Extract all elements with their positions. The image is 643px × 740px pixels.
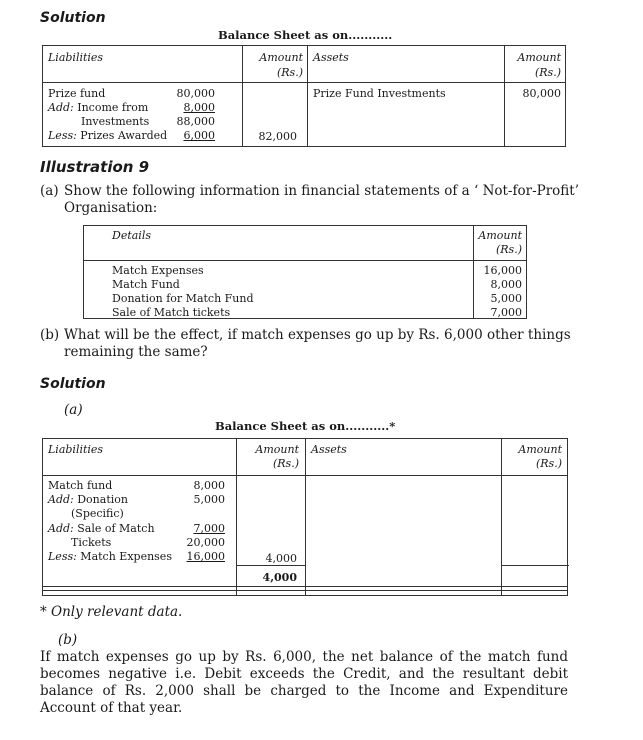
header-details: Details (112, 229, 151, 242)
row-label: Donation for Match Fund (112, 292, 254, 305)
row-value: 8,000 (193, 479, 225, 492)
row-value: 8,000 (183, 101, 215, 114)
row-value: 16,000 (483, 264, 522, 277)
row-value: 5,000 (193, 493, 225, 506)
header-amount-unit: (Rs.) (535, 457, 562, 470)
part-a-label: (a) (40, 183, 59, 199)
part-a-text: Show the following information in financial statements of a ‘ Not-for-Profit’ Organisation: (64, 183, 580, 216)
header-amount-unit: (Rs.) (495, 243, 522, 256)
solution-heading: Solution (40, 376, 106, 392)
row-label: Tickets (71, 536, 112, 549)
header-amount-unit: (Rs.) (276, 66, 303, 79)
asset-label: Prize Fund Investments (313, 87, 446, 100)
row-label: Investments (81, 115, 150, 128)
header-liabilities: Liabilities (48, 51, 104, 64)
part-b-label: (b) (40, 327, 60, 343)
liabilities-total: 82,000 (258, 130, 297, 143)
header-liabilities: Liabilities (48, 443, 104, 456)
row-label: Match fund (48, 479, 113, 492)
solution-heading: Solution (40, 10, 106, 26)
liabilities-value: 4,000 (265, 552, 297, 565)
row-value: 88,000 (176, 115, 215, 128)
liabilities-total: 4,000 (262, 571, 297, 584)
row-label: Less: Prizes Awarded (48, 129, 168, 142)
header-assets: Assets (313, 51, 349, 64)
header-amount: Amount (478, 229, 522, 242)
row-label: Less: Match Expenses (48, 550, 172, 563)
row-value: 7,000 (193, 522, 225, 535)
solution-sub-b: (b) (58, 632, 78, 648)
balance-sheet-title: Balance Sheet as on...........* (215, 419, 396, 433)
answer-b-text: If match expenses go up by Rs. 6,000, the net balance of the match fund becomes negative i.e. Debit exceeds the Credit, and the resultant debit balance of Rs. 2,000 shall be charged to the Income and Expenditure Account of that year. (40, 649, 568, 716)
header-assets: Assets (311, 443, 347, 456)
balance-sheet-table-1 (42, 45, 566, 147)
row-value: 80,000 (176, 87, 215, 100)
row-value: 16,000 (186, 550, 225, 563)
row-value: 8,000 (490, 278, 522, 291)
header-amount-unit: (Rs.) (534, 66, 561, 79)
row-label: Sale of Match tickets (112, 306, 231, 319)
part-b-text: What will be the effect, if match expenses go up by Rs. 6,000 other things remaining the same? (64, 327, 571, 360)
balance-sheet-title: Balance Sheet as on........... (218, 28, 393, 42)
row-label: (Specific) (71, 507, 124, 520)
solution-sub-a: (a) (64, 402, 83, 418)
illustration-title: Illustration 9 (40, 158, 150, 176)
balance-sheet-table-2 (42, 438, 568, 596)
header-amount: Amount (517, 51, 561, 64)
header-amount-unit: (Rs.) (272, 457, 299, 470)
header-amount: Amount (255, 443, 299, 456)
row-label: Prize fund (48, 87, 106, 100)
row-value: 20,000 (186, 536, 225, 549)
footnote: * Only relevant data. (40, 604, 183, 620)
row-label: Match Fund (112, 278, 180, 291)
row-value: 7,000 (490, 306, 522, 319)
row-label: Add: Sale of Match (48, 522, 155, 535)
row-label: Add: Income from (48, 101, 149, 114)
asset-value: 80,000 (522, 87, 561, 100)
details-table (83, 225, 527, 319)
header-amount: Amount (518, 443, 562, 456)
row-label: Match Expenses (112, 264, 204, 277)
row-label: Add: Donation (48, 493, 128, 506)
row-value: 6,000 (183, 129, 215, 142)
header-amount: Amount (259, 51, 303, 64)
row-value: 5,000 (490, 292, 522, 305)
